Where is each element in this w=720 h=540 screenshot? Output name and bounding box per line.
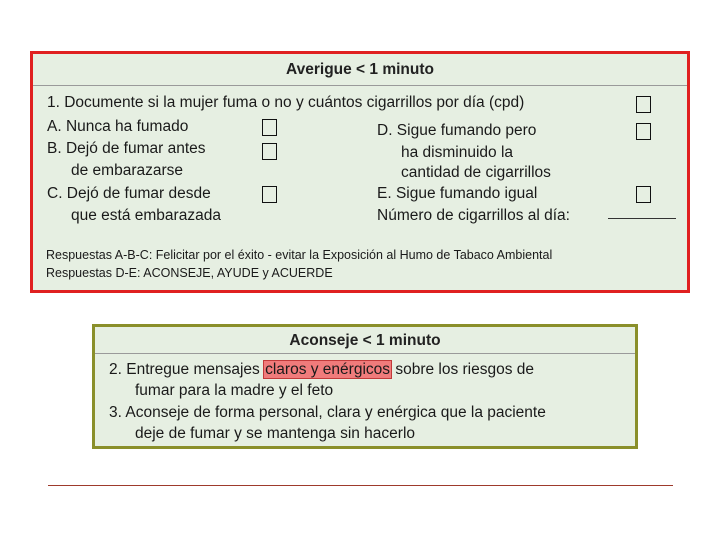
option-d-cont-2: cantidad de cigarrillos bbox=[401, 164, 551, 181]
item-2-end: sobre los riesgos de bbox=[391, 361, 535, 378]
highlighted-phrase: claros y enérgicos bbox=[265, 361, 391, 378]
checkbox-cpd[interactable] bbox=[636, 96, 651, 113]
respuestas-de: Respuestas D-E: ACONSEJE, AYUDE y ACUERDE bbox=[46, 266, 333, 280]
question-1: 1. Documente si la mujer fuma o no y cuántos cigarrillos por día (cpd) bbox=[47, 94, 525, 111]
option-d-cont-1: ha disminuido la bbox=[401, 144, 514, 161]
checkbox-b[interactable] bbox=[262, 143, 277, 160]
checkbox-a[interactable] bbox=[262, 119, 277, 136]
footer-rule bbox=[48, 485, 673, 486]
item-2-cont: fumar para la madre y el feto bbox=[135, 382, 334, 399]
option-b-cont: de embarazarse bbox=[71, 162, 184, 179]
cigarettes-per-day-label: Número de cigarrillos al día: bbox=[377, 207, 570, 224]
checkbox-e[interactable] bbox=[636, 186, 651, 203]
checkbox-d[interactable] bbox=[636, 123, 651, 140]
option-c-cont: que está embarazada bbox=[71, 207, 221, 224]
option-c: C. Dejó de fumar desde bbox=[47, 185, 211, 202]
item-2 bbox=[109, 360, 534, 380]
option-a: A. Nunca ha fumado bbox=[47, 118, 189, 135]
option-d: D. Sigue fumando pero bbox=[377, 122, 537, 139]
item-2-start: 2. Entregue mensajes bbox=[109, 361, 265, 378]
item-3-cont: deje de fumar y se mantenga sin hacerlo bbox=[135, 425, 416, 442]
cigarettes-per-day-blank[interactable] bbox=[608, 218, 676, 219]
checkbox-c[interactable] bbox=[262, 186, 277, 203]
item-3: 3. Aconseje de forma personal, clara y enérgica que la paciente bbox=[109, 404, 546, 421]
option-b: B. Dejó de fumar antes bbox=[47, 140, 206, 157]
aconseje-title: Aconseje < 1 minuto bbox=[95, 327, 635, 354]
respuestas-abc: Respuestas A-B-C: Felicitar por el éxito - evitar la Exposición al Humo de Tabaco Ambiental bbox=[46, 248, 553, 262]
option-e: E. Sigue fumando igual bbox=[377, 185, 538, 202]
averigue-title: Averigue < 1 minuto bbox=[33, 54, 687, 86]
